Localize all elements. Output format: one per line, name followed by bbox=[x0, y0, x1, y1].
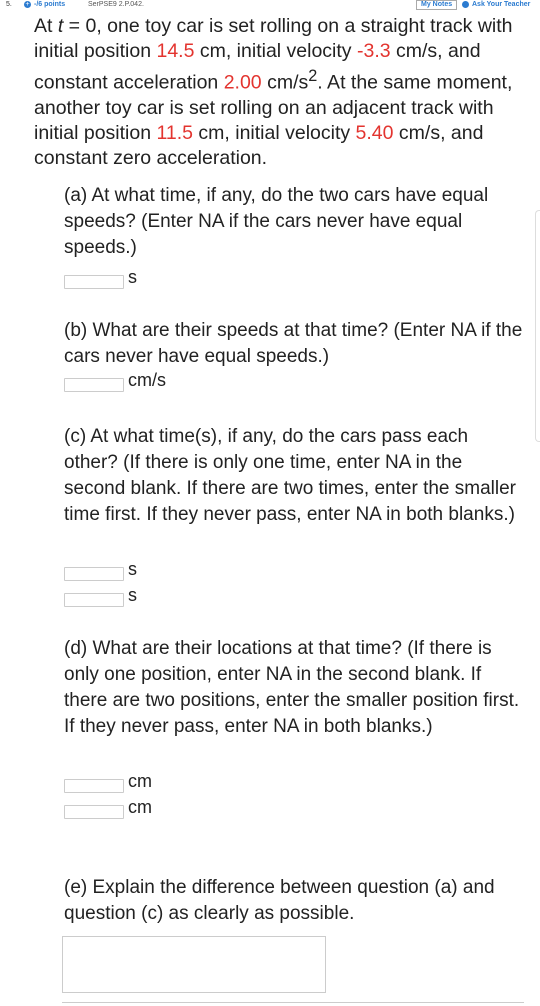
part-b-input[interactable] bbox=[64, 378, 124, 392]
part-d-unit-1: cm bbox=[128, 771, 152, 791]
problem-statement: At t = 0, one toy car is set rolling on a straight track with initial position 14.5 cm, initial velocity -3.3 cm/s, and constant acceleration 2.00 $cm/s^2$. At the same moment, another toy car is set rolling on an adjacent track with initial position 11.5 cm, initial velocity 5.40 cm/s, and constant zero acceleration. bbox=[34, 15, 513, 169]
part-c-input-1[interactable] bbox=[64, 567, 124, 581]
question-number: 5. bbox=[6, 1, 12, 8]
ask-teacher-icon[interactable] bbox=[462, 1, 469, 8]
part-a-unit: s bbox=[128, 267, 137, 287]
points-label: -/6 points bbox=[34, 1, 66, 8]
part-c-input-2[interactable] bbox=[64, 593, 124, 607]
plus-icon[interactable]: + bbox=[25, 1, 30, 8]
acceleration-1: 2.00 bbox=[223, 71, 262, 94]
problem-reference: SerPSE9 2.P.042. bbox=[88, 1, 144, 8]
part-c-unit-1: s bbox=[128, 559, 137, 579]
part-c-unit-2: s bbox=[128, 585, 137, 605]
part-d-input-2[interactable] bbox=[64, 805, 124, 819]
part-d-unit-2: cm bbox=[128, 797, 152, 817]
initial-position-2: 11.5 bbox=[156, 121, 193, 144]
part-d-prompt: (d) What are their locations at that time? (If there is only one position, enter NA in the second blank. If there are two positions, enter the smaller position first. If they never pass, enter NA in both blanks.) bbox=[64, 638, 520, 737]
part-e-prompt: (e) Explain the difference between question (a) and question (c) as clearly as possible. bbox=[64, 877, 495, 924]
question-header bbox=[0, 0, 540, 10]
part-a-input[interactable] bbox=[64, 275, 124, 289]
initial-position-1: 14.5 bbox=[156, 40, 195, 62]
initial-velocity-1: -3.3 bbox=[356, 40, 391, 62]
my-notes-button[interactable]: My Notes bbox=[416, 0, 457, 10]
initial-velocity-2: 5.40 bbox=[355, 121, 394, 144]
time-variable: t bbox=[57, 15, 64, 37]
ask-teacher-button[interactable]: Ask Your Teacher bbox=[472, 1, 531, 8]
part-c-prompt: (c) At what time(s), if any, do the cars pass each other? (If there is only one time, enter NA in the second blank. If there are two times, enter the smaller time first. If they never pass, enter NA in both blanks.) bbox=[64, 426, 516, 525]
part-a-prompt: (a) At what time, if any, do the two cars have equal speeds? (Enter NA if the cars never have equal speeds.) bbox=[64, 185, 489, 258]
part-b-prompt: (b) What are their speeds at that time? (Enter NA if the cars never have equal speeds.) bbox=[64, 320, 523, 367]
side-panel-edge bbox=[535, 210, 540, 442]
part-e-textarea[interactable] bbox=[62, 936, 326, 993]
part-d-input-1[interactable] bbox=[64, 779, 124, 793]
divider bbox=[62, 1002, 524, 1003]
part-b-unit: cm/s bbox=[128, 370, 166, 390]
